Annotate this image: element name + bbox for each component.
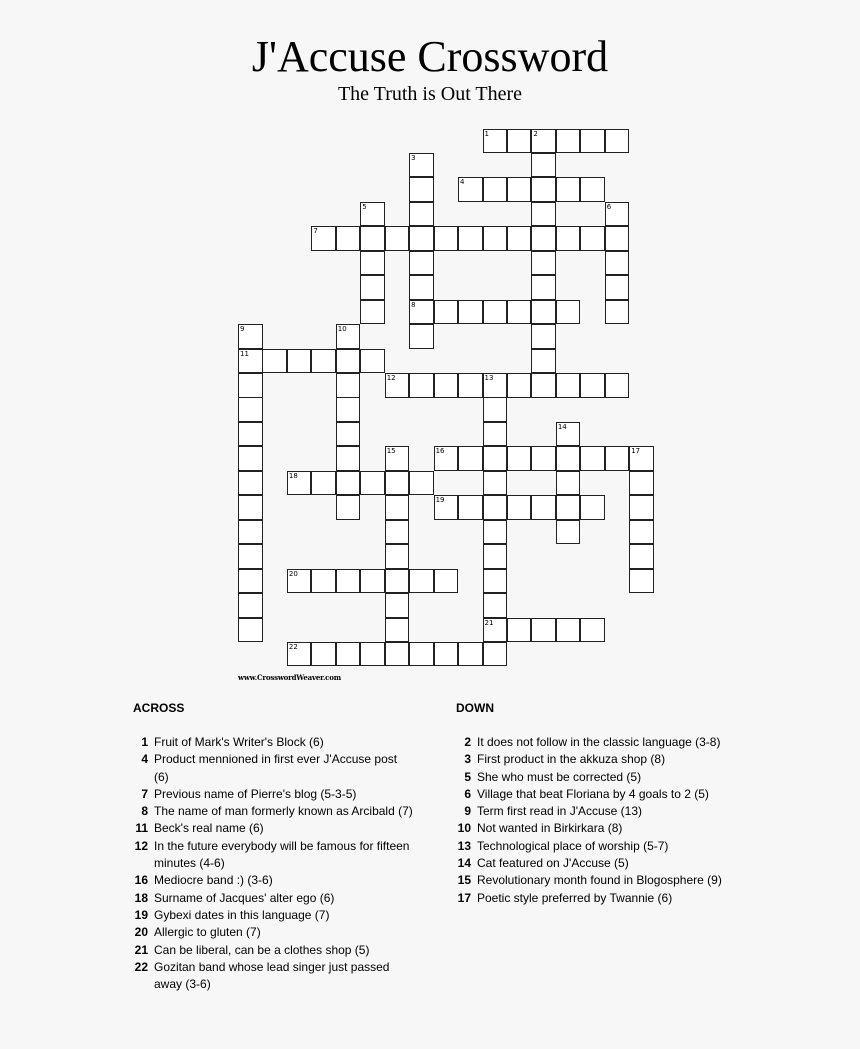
clue-text: Term first read in J'Accuse (13) [477, 804, 643, 819]
grid-cell[interactable] [238, 593, 263, 618]
grid-cell[interactable] [629, 544, 654, 569]
clue-number: 22 [134, 959, 148, 974]
grid-cell[interactable] [556, 300, 581, 325]
clue-item [124, 924, 414, 941]
grid-cell-number: 6 [606, 202, 612, 211]
grid-cell[interactable] [238, 618, 263, 643]
grid-cell[interactable] [360, 349, 385, 374]
clue-number: 18 [134, 890, 148, 905]
grid-cell[interactable] [360, 275, 385, 300]
clue-item [124, 820, 414, 837]
clue-text: First product in the akkuza shop (8) [477, 752, 666, 767]
grid-cell[interactable] [311, 471, 336, 496]
clue-text: Village that beat Floriana by 4 goals to 2 (5) [477, 786, 709, 801]
grid-cell[interactable] [409, 373, 434, 398]
grid-cell[interactable] [238, 520, 263, 545]
grid-cell[interactable] [458, 373, 483, 398]
clue-item [447, 890, 747, 907]
grid-cell[interactable] [580, 446, 605, 471]
grid-cell-number: 20 [288, 569, 298, 578]
grid-cell[interactable] [336, 349, 361, 374]
grid-cell[interactable] [531, 202, 556, 227]
grid-cell[interactable] [483, 544, 508, 569]
clue-number: 12 [134, 838, 148, 853]
clue-text: In the future everybody will be famous for fifteen minutes (4-6) [154, 838, 410, 871]
grid-cell[interactable] [434, 226, 459, 251]
grid-cell[interactable] [507, 618, 532, 643]
grid-cell[interactable] [483, 642, 508, 667]
grid-cell-number: 9 [240, 325, 245, 334]
grid-cell[interactable] [336, 446, 361, 471]
clue-text: Not wanted in Birkirkara (8) [477, 821, 623, 836]
grid-cell[interactable] [605, 373, 630, 398]
grid-cell[interactable] [336, 373, 361, 398]
clue-text: She who must be corrected (5) [477, 769, 642, 784]
grid-cell[interactable] [458, 226, 483, 251]
grid-cell[interactable] [483, 520, 508, 545]
clue-number: 3 [464, 752, 471, 767]
clue-text: Cat featured on J'Accuse (5) [477, 856, 629, 871]
clue-text: Fruit of Mark's Writer's Block (6) [154, 735, 324, 749]
grid-cell[interactable] [287, 349, 312, 374]
clue-item [124, 751, 414, 786]
grid-cell[interactable] [360, 642, 385, 667]
down-heading: DOWN [456, 701, 494, 715]
grid-cell[interactable] [360, 569, 385, 594]
clue-text: Allergic to gluten (7) [154, 925, 261, 940]
grid-cell[interactable] [531, 618, 556, 643]
grid-cell-number: 1 [484, 129, 489, 138]
grid-cell[interactable] [434, 373, 459, 398]
clue-item [447, 734, 747, 751]
grid-cell[interactable] [483, 446, 508, 471]
grid-cell[interactable] [507, 177, 532, 202]
down-clue-list [447, 734, 747, 907]
grid-cell[interactable] [238, 569, 263, 594]
grid-cell-number: 19 [435, 496, 445, 505]
clue-number: 2 [464, 735, 471, 749]
grid-cell[interactable] [507, 226, 532, 251]
grid-cell[interactable] [556, 618, 581, 643]
credit-text: www.CrosswordWeaver.com [238, 673, 341, 682]
grid-cell[interactable] [580, 226, 605, 251]
grid-cell[interactable] [238, 373, 263, 398]
grid-cell[interactable] [580, 129, 605, 154]
grid-cell-number: 22 [288, 642, 298, 651]
clue-item [124, 942, 414, 959]
grid-cell-number: 17 [631, 447, 641, 456]
grid-cell[interactable] [483, 593, 508, 618]
grid-cell[interactable] [507, 129, 532, 154]
grid-cell[interactable] [605, 226, 630, 251]
grid-cell[interactable] [531, 153, 556, 178]
grid-cell[interactable] [238, 495, 263, 520]
clue-text: Beck's real name (6) [154, 821, 264, 836]
grid-cell-number: 4 [460, 178, 465, 187]
clue-text: The name of man formerly known as Arcibald (7) [154, 804, 413, 819]
grid-cell[interactable] [629, 520, 654, 545]
grid-cell[interactable] [409, 251, 434, 276]
grid-cell[interactable] [531, 495, 556, 520]
grid-cell[interactable] [556, 520, 581, 545]
grid-cell[interactable] [409, 569, 434, 594]
grid-cell[interactable] [605, 129, 630, 154]
grid-cell[interactable] [409, 226, 434, 251]
grid-cell[interactable] [434, 569, 459, 594]
grid-cell[interactable] [385, 226, 410, 251]
grid-cell[interactable] [629, 495, 654, 520]
grid-cell-number: 18 [288, 471, 298, 480]
grid-cell[interactable] [556, 446, 581, 471]
grid-cell[interactable] [531, 275, 556, 300]
grid-cell[interactable] [531, 349, 556, 374]
grid-cell[interactable] [262, 349, 287, 374]
grid-cell[interactable] [556, 177, 581, 202]
grid-cell[interactable] [580, 618, 605, 643]
clue-number: 10 [457, 821, 471, 836]
grid-cell-number: 5 [362, 202, 367, 211]
clue-text: Technological place of worship (5-7) [477, 838, 669, 853]
grid-cell[interactable] [531, 251, 556, 276]
grid-cell[interactable] [409, 275, 434, 300]
grid-cell[interactable] [531, 177, 556, 202]
grid-cell[interactable] [238, 422, 263, 447]
clue-item [124, 959, 414, 994]
page-subtitle: The Truth is Out There [337, 83, 523, 105]
grid-cell[interactable] [483, 495, 508, 520]
grid-cell-number: 12 [386, 374, 396, 382]
grid-cell[interactable] [483, 397, 508, 422]
clue-number: 9 [464, 804, 471, 819]
across-heading: ACROSS [133, 701, 185, 715]
grid-cell[interactable] [531, 446, 556, 471]
clue-item [447, 855, 747, 872]
grid-cell[interactable] [385, 618, 410, 643]
clue-number: 8 [141, 804, 148, 819]
grid-cell[interactable] [336, 642, 361, 667]
grid-cell-number: 21 [484, 618, 494, 627]
grid-cell[interactable] [434, 300, 459, 325]
clue-text: Previous name of Pierre's blog (5-3-5) [154, 786, 357, 801]
grid-cell[interactable] [531, 324, 556, 349]
grid-cell[interactable] [360, 300, 385, 325]
grid-cell[interactable] [531, 373, 556, 398]
grid-cell-number: 11 [240, 349, 249, 358]
clue-number: 4 [141, 752, 148, 767]
grid-cell[interactable] [238, 471, 263, 496]
grid-cell[interactable] [311, 569, 336, 594]
clue-item [124, 838, 414, 873]
grid-cell[interactable] [336, 569, 361, 594]
clue-number: 1 [141, 735, 148, 749]
grid-cell[interactable] [507, 446, 532, 471]
grid-cell[interactable] [385, 471, 410, 496]
clue-item [447, 820, 747, 837]
clue-item [124, 734, 414, 751]
grid-cell[interactable] [458, 446, 483, 471]
grid-cell[interactable] [483, 422, 508, 447]
grid-cell[interactable] [580, 495, 605, 520]
grid-cell[interactable] [580, 177, 605, 202]
grid-cell-number: 8 [411, 300, 416, 309]
grid-cell[interactable] [336, 495, 361, 520]
grid-cell[interactable] [507, 300, 532, 325]
grid-cell-number: 3 [411, 153, 416, 162]
clue-number: 11 [135, 821, 148, 836]
grid-cell[interactable] [409, 642, 434, 667]
grid-cell[interactable] [409, 471, 434, 496]
grid-cell[interactable] [311, 349, 336, 374]
grid-cell-number: 16 [435, 447, 445, 456]
grid-cell[interactable] [556, 373, 581, 398]
grid-cell[interactable] [458, 495, 483, 520]
grid-cell[interactable] [409, 202, 434, 227]
grid-cell[interactable] [580, 373, 605, 398]
grid-cell[interactable] [483, 569, 508, 594]
page-title: J'Accuse Crossword [251, 32, 609, 81]
clue-item [447, 803, 747, 820]
grid-cell[interactable] [531, 226, 556, 251]
clue-text: It does not follow in the classic language (3-8) [477, 735, 721, 749]
grid-cell[interactable] [629, 471, 654, 496]
clue-item [447, 786, 747, 803]
clue-number: 14 [457, 856, 471, 871]
clue-item [447, 872, 747, 889]
grid-cell[interactable] [458, 300, 483, 325]
across-clue-list [124, 734, 414, 993]
grid-cell[interactable] [238, 544, 263, 569]
grid-cell[interactable] [336, 226, 361, 251]
grid-cell-number: 2 [533, 129, 538, 138]
grid-cell[interactable] [360, 471, 385, 496]
grid-cell[interactable] [483, 226, 508, 251]
clue-number: 6 [464, 786, 471, 801]
clue-text: Mediocre band :) (3-6) [154, 873, 273, 888]
clue-number: 20 [134, 925, 148, 940]
clue-number: 19 [134, 907, 148, 922]
grid-cell[interactable] [238, 446, 263, 471]
grid-cell[interactable] [556, 129, 581, 154]
grid-cell[interactable] [531, 300, 556, 325]
clue-number: 13 [457, 838, 471, 853]
grid-cell[interactable] [385, 544, 410, 569]
clue-number: 15 [457, 873, 471, 888]
grid-cell[interactable] [483, 177, 508, 202]
grid-cell[interactable] [483, 471, 508, 496]
grid-cell[interactable] [605, 446, 630, 471]
clue-number: 16 [134, 873, 148, 888]
grid-cell[interactable] [409, 177, 434, 202]
grid-cell-number: 7 [313, 227, 318, 236]
grid-cell[interactable] [385, 642, 410, 667]
grid-cell[interactable] [238, 397, 263, 422]
grid-cell[interactable] [360, 226, 385, 251]
grid-cell[interactable] [507, 373, 532, 398]
clue-text: Can be liberal, can be a clothes shop (5) [154, 942, 370, 957]
grid-cell[interactable] [385, 520, 410, 545]
grid-cell[interactable] [556, 471, 581, 496]
grid-cell[interactable] [483, 300, 508, 325]
clue-item [124, 803, 414, 820]
grid-cell[interactable] [336, 471, 361, 496]
grid-cell[interactable] [434, 642, 459, 667]
grid-cell[interactable] [385, 495, 410, 520]
grid-cell[interactable] [311, 642, 336, 667]
clue-number: 21 [134, 942, 148, 957]
clue-number: 5 [464, 769, 471, 784]
grid-cell[interactable] [605, 275, 630, 300]
grid-cell-number: 15 [386, 447, 396, 456]
clue-item [447, 769, 747, 786]
clue-item [447, 838, 747, 855]
grid-cell[interactable] [385, 593, 410, 618]
grid-cell-number: 14 [557, 422, 567, 431]
grid-cell-number: 13 [484, 374, 494, 382]
grid-cell[interactable] [360, 251, 385, 276]
grid-cell[interactable] [336, 422, 361, 447]
grid-cell[interactable] [458, 642, 483, 667]
grid-cell[interactable] [556, 226, 581, 251]
clue-text: Gybexi dates in this language (7) [154, 907, 330, 922]
clue-text: Surname of Jacques' alter ego (6) [154, 890, 335, 905]
grid-cell[interactable] [385, 569, 410, 594]
grid-cell[interactable] [409, 324, 434, 349]
grid-cell[interactable] [605, 251, 630, 276]
clue-item [124, 872, 414, 889]
grid-cell[interactable] [556, 495, 581, 520]
clue-text: Poetic style preferred by Twannie (6) [477, 890, 673, 905]
clue-item [447, 751, 747, 768]
clue-text: Gozitan band whose lead singer just passed away (3-6) [154, 959, 390, 992]
clue-item [124, 786, 414, 803]
clue-number: 17 [457, 890, 471, 905]
clue-item [124, 907, 414, 924]
clue-item [124, 890, 414, 907]
clue-number: 7 [141, 786, 148, 801]
clue-text: Product mennioned in first ever J'Accuse post (6) [154, 752, 398, 784]
grid-cell[interactable] [336, 397, 361, 422]
grid-cell-number: 10 [337, 325, 347, 334]
grid-cell[interactable] [629, 569, 654, 594]
grid-cell[interactable] [605, 300, 630, 325]
clue-text: Revolutionary month found in Blogosphere (9) [477, 873, 722, 888]
grid-cell[interactable] [507, 495, 532, 520]
